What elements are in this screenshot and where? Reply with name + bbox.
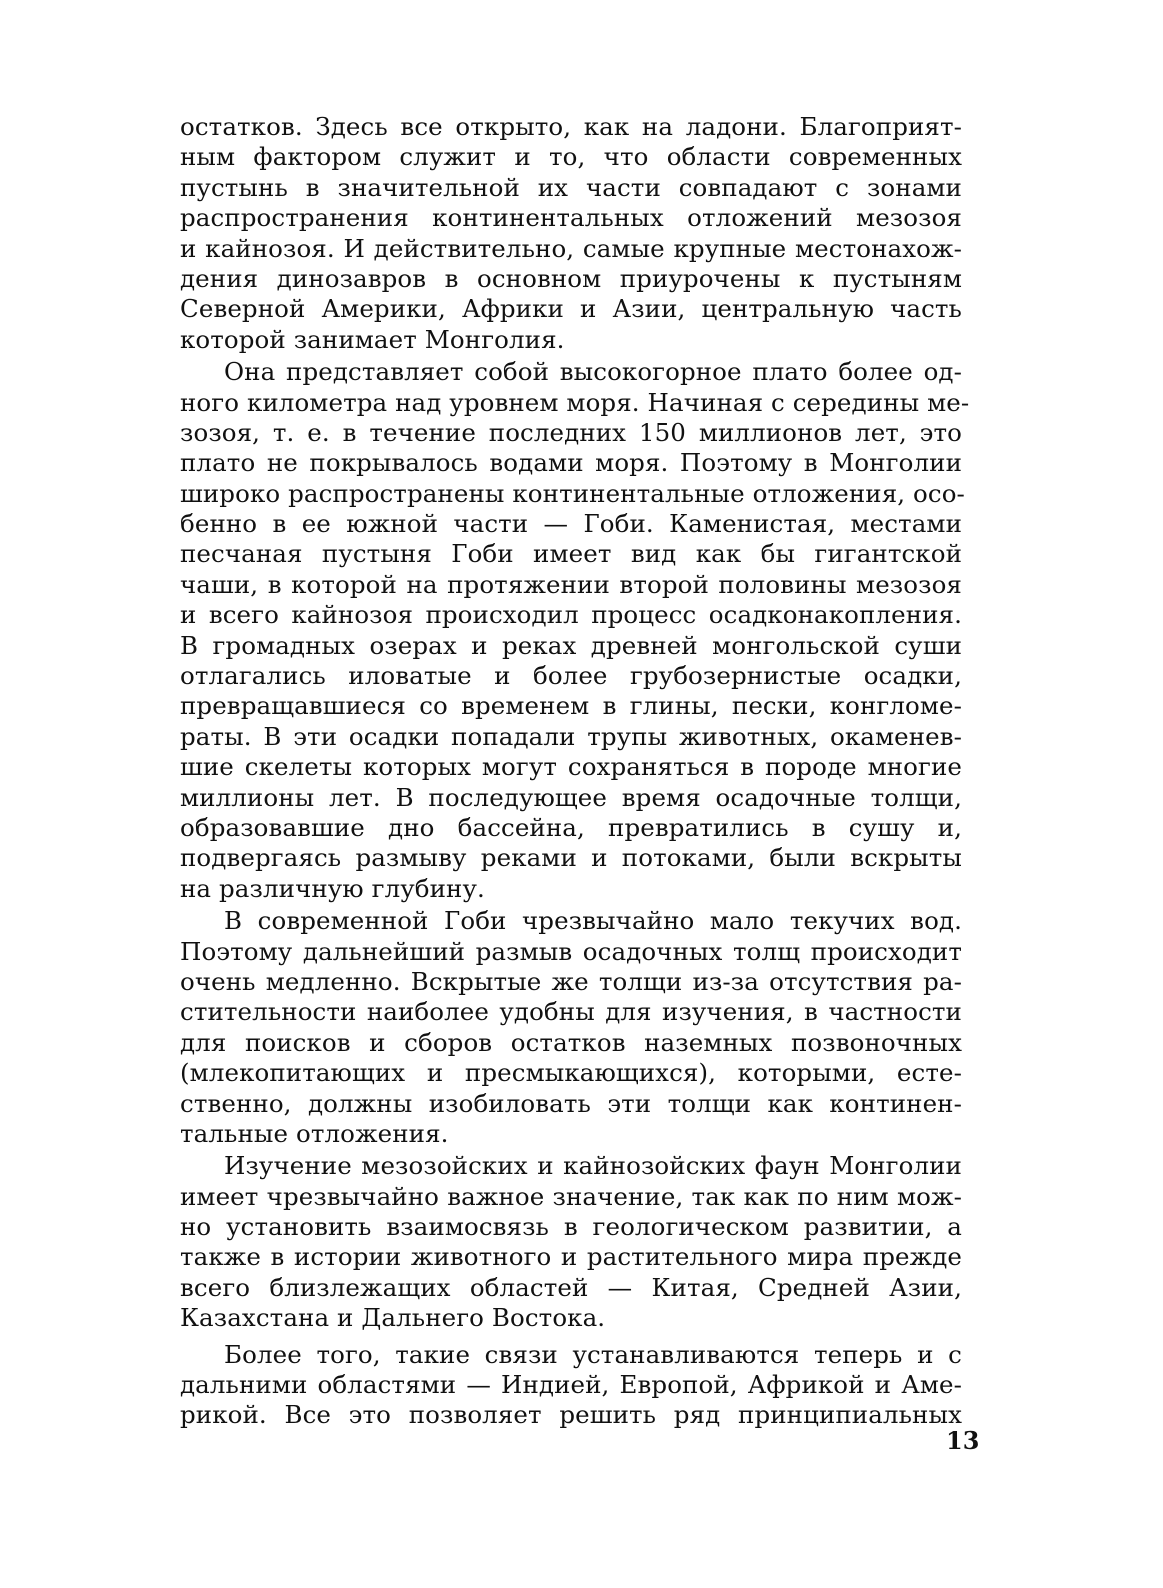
page-number: 13 — [946, 1426, 980, 1455]
text-line: бенно в ее южной части — Гоби. Каменистая, местами — [180, 509, 962, 539]
paragraph-modern-gobi — [180, 906, 962, 1149]
text-line: тальные отложения. — [180, 1118, 449, 1148]
text-line: ного километра над уровнем моря. Начиная с середины ме- — [180, 387, 970, 417]
text-line: Она представляет собой высокогорное плато более од- — [224, 357, 962, 387]
text-line: Северной Америки, Африки и Азии, центральную часть — [180, 294, 962, 324]
text-line: В современной Гоби чрезвычайно мало текучих вод. — [224, 906, 962, 936]
text-line: которой занимает Монголия. — [180, 324, 565, 354]
text-line: подвергаясь размыву реками и потоками, были вскрыты — [180, 843, 962, 873]
body-text — [180, 112, 970, 1431]
text-line: всего близлежащих областей — Китая, Средней Азии, — [180, 1272, 962, 1302]
text-line: для поисков и сборов остатков наземных позвоночных — [180, 1027, 962, 1057]
text-line: на различную глубину. — [180, 873, 485, 903]
text-line: Казахстана и Дальнего Востока. — [180, 1303, 606, 1333]
text-line: и кайнозоя. И действительно, самые крупные местонахож- — [180, 233, 962, 263]
text-line: отлагались иловатые и более грубозернистые осадки, — [180, 661, 962, 691]
paragraph-plateau — [180, 357, 970, 904]
text-line: шие скелеты которых могут сохраняться в породе многие — [180, 752, 962, 782]
text-line: ственно, должны изобиловать эти толщи как континен- — [180, 1088, 962, 1118]
text-line: дальними областями — Индией, Европой, Африкой и Аме- — [180, 1370, 962, 1400]
text-line: очень медленно. Вскрытые же толщи из-за отсутствия ра- — [180, 966, 962, 996]
text-line: образовавшие дно бассейна, превратились в сушу и, — [180, 812, 962, 842]
text-line: широко распространены континентальные отложения, осо- — [180, 478, 965, 508]
text-line: ным фактором служит и то, что области современных — [180, 142, 962, 172]
paragraph-faunas — [180, 1151, 962, 1333]
text-line: также в истории животного и растительного мира прежде — [180, 1242, 962, 1272]
text-line: дения динозавров в основном приурочены к пустыням — [180, 263, 962, 293]
text-line: превращавшиеся со временем в глины, пески, конгломе- — [180, 691, 962, 721]
text-line: песчаная пустыня Гоби имеет вид как бы гигантской — [180, 539, 962, 569]
text-line: но установить взаимосвязь в геологическом развитии, а — [180, 1212, 962, 1242]
text-line: чаши, в которой на протяжении второй половины мезозоя — [180, 569, 962, 599]
text-line: миллионы лет. В последующее время осадочные толщи, — [180, 782, 962, 812]
text-line: (млекопитающих и пресмыкающихся), которыми, есте- — [180, 1058, 962, 1088]
text-line: стительности наиболее удобны для изучения, в частности — [180, 997, 962, 1027]
paragraph-distant-regions — [180, 1340, 962, 1431]
text-line: имеет чрезвычайно важное значение, так как по ним мож- — [180, 1181, 962, 1211]
text-line: остатков. Здесь все открыто, как на ладони. Благоприят- — [180, 112, 962, 141]
text-line: раты. В эти осадки попадали трупы животных, окаменев- — [180, 721, 962, 751]
text-line: Более того, такие связи устанавливаются теперь и с — [224, 1339, 962, 1369]
text-line: плато не покрывалось водами моря. Поэтому в Монголии — [180, 448, 962, 478]
text-line: и всего кайнозоя происходил процесс осадконакопления. — [180, 600, 962, 630]
text-line: зозоя, т. е. в течение последних 150 миллионов лет, это — [180, 417, 962, 447]
text-line: пустынь в значительной их части совпадают с зонами — [180, 172, 962, 202]
text-line: распространения континентальных отложений мезозоя — [180, 203, 962, 233]
text-line: Изучение мезозойских и кайнозойских фаун Монголии — [224, 1151, 962, 1181]
text-line: В громадных озерах и реках древней монгольской суши — [180, 630, 962, 660]
text-line: рикой. Все это позволяет решить ряд принципиальных — [180, 1400, 962, 1430]
paragraph-continuation — [180, 112, 962, 355]
text-line: Поэтому дальнейший размыв осадочных толщ происходит — [180, 936, 962, 966]
